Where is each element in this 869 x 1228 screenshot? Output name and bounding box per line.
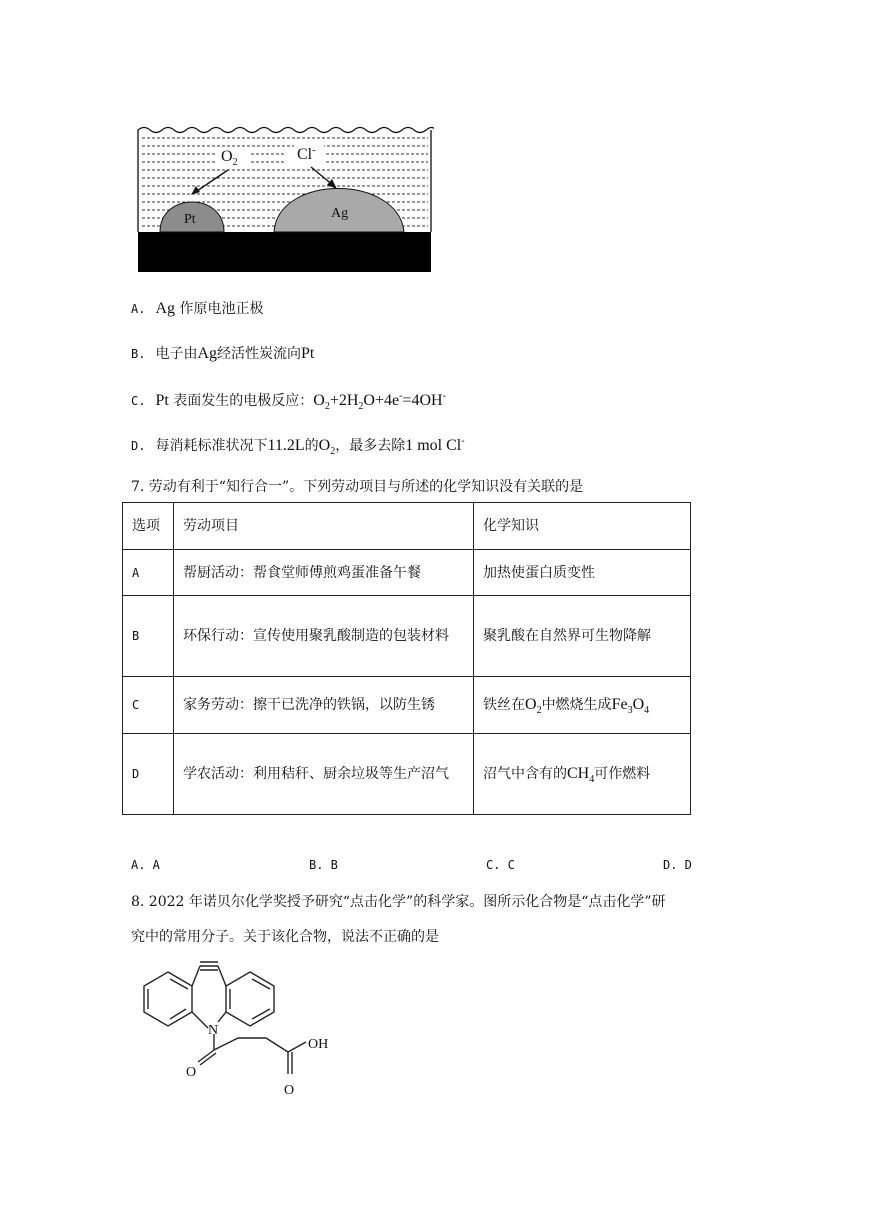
answer-b: B. B xyxy=(309,858,338,872)
row-letter: A xyxy=(123,550,174,596)
q6-option-b: B. 电子由Ag经活性炭流向Pt xyxy=(131,345,315,362)
o2-label: $O_2$ xyxy=(221,148,238,168)
table-row xyxy=(123,734,691,815)
row-knowledge: 加热使蛋白质变性 xyxy=(474,550,691,596)
row-knowledge: 铁丝在$O_2$中燃烧生成$Fe_3O_4$ xyxy=(474,677,691,734)
table-row xyxy=(123,550,691,596)
row-knowledge: 沼气中含有的$CH_4$可作燃料 xyxy=(474,734,691,815)
q6-option-c: C. Pt 表面发生的电极反应：$O_2+2H_2O+4e^-=4OH^-$ xyxy=(131,390,446,413)
row-letter: B xyxy=(123,596,174,677)
table-row xyxy=(123,677,691,734)
row-item: 环保行动：宣传使用聚乳酸制造的包装材料 xyxy=(174,596,474,677)
row-item: 帮厨活动：帮食堂师傅煎鸡蛋准备午餐 xyxy=(174,550,474,596)
activated-carbon-base xyxy=(138,232,431,272)
atom-o-acid: O xyxy=(284,1083,295,1098)
pt-label: Pt xyxy=(184,212,196,227)
table-header-row xyxy=(123,503,691,550)
o2-arrow xyxy=(194,170,228,193)
row-knowledge: 聚乳酸在自然界可生物降解 xyxy=(474,596,691,677)
header-chem-knowledge: 化学知识 xyxy=(474,503,691,550)
header-labor-item: 劳动项目 xyxy=(174,503,474,550)
answer-a: A. A xyxy=(131,858,160,872)
atom-n: N xyxy=(208,1023,219,1038)
row-item: 家务劳动：擦干已洗净的铁锅，以防生锈 xyxy=(174,677,474,734)
answer-d: D. D xyxy=(663,858,692,872)
answer-c: C. C xyxy=(486,858,515,872)
row-item: 学农活动：利用秸秆、厨余垃圾等生产沼气 xyxy=(174,734,474,815)
water-surface xyxy=(138,128,434,133)
q6-option-a: A. Ag 作原电池正极 xyxy=(131,300,264,317)
cl-label: Cl- xyxy=(297,145,316,163)
molecule-structure xyxy=(128,958,343,1103)
q6-option-d: D. 每消耗标准状况下11.2L的$O_2$，最多去除1 mol Cl- xyxy=(131,435,465,458)
q8-line2: 究中的常用分子。关于该化合物，说法不正确的是 xyxy=(131,929,439,945)
table-row xyxy=(123,596,691,677)
row-letter: C xyxy=(123,677,174,734)
ag-label: Ag xyxy=(331,206,349,221)
atom-oh: OH xyxy=(308,1037,329,1052)
q7-table xyxy=(122,502,691,815)
electrode-diagram xyxy=(136,122,434,276)
header-option: 选项 xyxy=(123,503,174,550)
row-letter: D xyxy=(123,734,174,815)
q8-line1: 8. 2022 年诺贝尔化学奖授予研究“点击化学”的科学家。图所示化合物是“点击化学”研 xyxy=(131,894,666,910)
atom-o-ketone: O xyxy=(186,1065,197,1080)
q7-stem: 7. 劳动有利于“知行合一”。下列劳动项目与所述的化学知识没有关联的是 xyxy=(131,479,584,495)
